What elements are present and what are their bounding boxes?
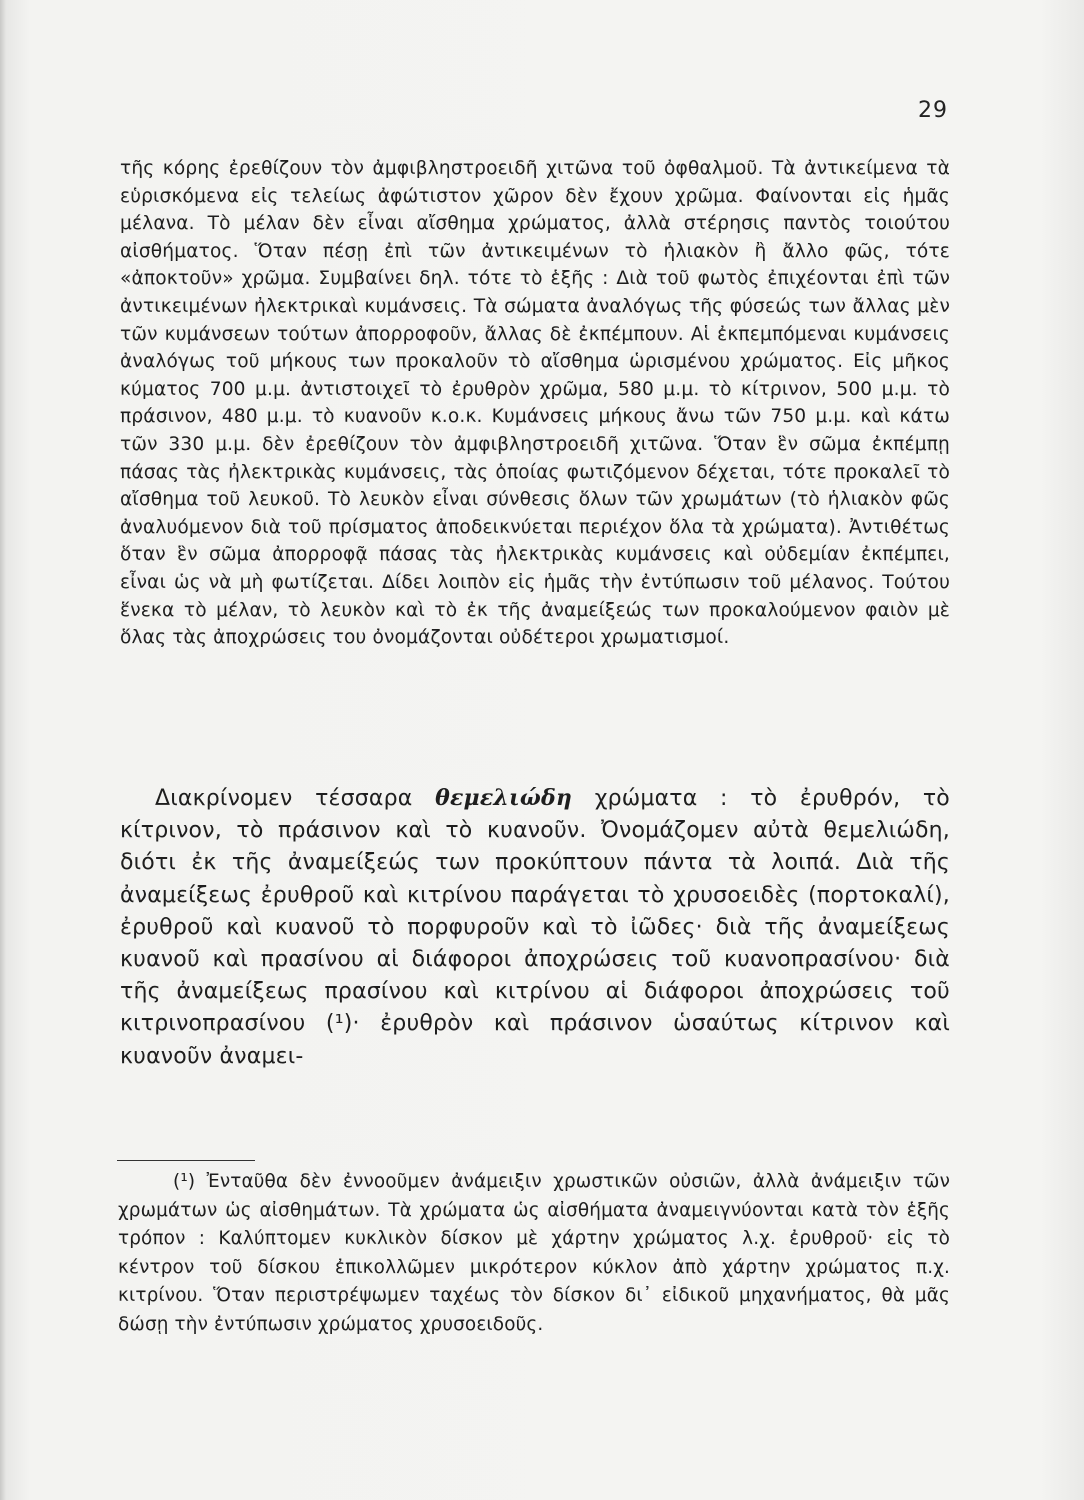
footnote xyxy=(118,1168,950,1340)
body-paragraph-2 xyxy=(120,782,950,1073)
paragraph-2-lead: Διακρίνομεν τέσσαρα xyxy=(155,786,413,811)
scan-edge-shadow xyxy=(0,0,6,1500)
emphasized-term: θεμελιώδη xyxy=(435,785,573,811)
page-number: 29 xyxy=(918,98,948,123)
footnote-text: (¹) Ἐνταῦθα δὲν ἐννοοῦμεν ἀνάμειξιν χρωστικῶν οὐσιῶν, ἀλλὰ ἀνάμειξιν τῶν χρωμάτων ὡς αἰσθημάτων. Τὰ χρώματα ὡς αἰσθήματα ἀναμειγνύονται κατὰ τὸν ἑξῆς τρόπον : Καλύπτομεν κυκλικὸν δίσκον μὲ χάρτην χρώματος λ.χ. ἐρυθροῦ· εἰς τὸ κέντρον τοῦ δίσκου ἐπικολλῶμεν μικρότερον κύκλον ἀπὸ χάρτην χρώματος π.χ. κιτρίνου. Ὅταν περιστρέψωμεν ταχέως τὸν δίσκον δι᾽ εἰδικοῦ μηχανήματος, θὰ μᾶς δώσῃ τὴν ἐντύπωσιν χρώματος χρυσοειδοῦς. xyxy=(118,1171,950,1335)
body-paragraph-1: τῆς κόρης ἐρεθίζουν τὸν ἀμφιβληστροειδῆ χιτῶνα τοῦ ὀφθαλμοῦ. Τὰ ἀντικείμενα τὰ εὑρισκόμενα εἰς τελείως ἀφώτιστον χῶρον δὲν ἔχουν χρῶμα. Φαίνονται εἰς ἡμᾶς μέλανα. Τὸ μέλαν δὲν εἶναι αἴσθημα χρώματος, ἀλλὰ στέρησις παντὸς τοιούτου αἰσθήματος. Ὅταν πέσῃ ἐπὶ τῶν ἀντικειμένων τὸ ἡλιακὸν ἢ ἄλλο φῶς, τότε «ἀποκτοῦν» χρῶμα. Συμβαίνει δηλ. τότε τὸ ἑξῆς : Διὰ τοῦ φωτὸς ἐπιχέονται ἐπὶ τῶν ἀντικειμένων ἠλεκτρικαὶ κυμάνσεις. Τὰ σώματα ἀναλόγως τῆς φύσεώς των ἄλλας μὲν τῶν κυμάνσεων τούτων ἀπορροφοῦν, ἄλλας δὲ ἐκπέμπουν. Αἱ ἐκπεμπόμεναι κυμάνσεις ἀναλόγως τοῦ μήκους των προκαλοῦν τὸ αἴσθημα ὡρισμένου χρώματος. Εἰς μῆκος κύματος 700 μ.μ. ἀντιστοιχεῖ τὸ ἐρυθρὸν χρῶμα, 580 μ.μ. τὸ κίτρινον, 500 μ.μ. τὸ πράσινον, 480 μ.μ. τὸ κυανοῦν κ.ο.κ. Κυμάνσεις μήκους ἄνω τῶν 750 μ.μ. καὶ κάτω τῶν 330 μ.μ. δὲν ἐρεθίζουν τὸν ἀμφιβληστροειδῆ χιτῶνα. Ὅταν ἓν σῶμα ἐκπέμπῃ πάσας τὰς ἠλεκτρικὰς κυμάνσεις, τὰς ὁποίας φωτιζόμενον δέχεται, τότε προκαλεῖ τὸ αἴσθημα τοῦ λευκοῦ. Τὸ λευκὸν εἶναι σύνθεσις ὅλων τῶν χρωμάτων (τὸ ἡλιακὸν φῶς ἀναλυόμενον διὰ τοῦ πρίσματος ἀποδεικνύεται περιέχον ὅλα τὰ χρώματα). Ἀντιθέτως ὅταν ἓν σῶμα ἀπορροφᾷ πάσας τὰς ἠλεκτρικὰς κυμάνσεις καὶ οὐδεμίαν ἐκπέμπει, εἶναι ὡς νὰ μὴ φωτίζεται. Δίδει λοιπὸν εἰς ἡμᾶς τὴν ἐντύπωσιν τοῦ μέλανος. Τούτου ἕνεκα τὸ μέλαν, τὸ λευκὸν καὶ τὸ ἐκ τῆς ἀναμείξεώς των προκαλούμενον φαιὸν μὲ ὅλας τὰς ἀποχρώσεις του ὀνομάζονται οὐδέτεροι χρωματισμοί. xyxy=(120,158,950,649)
paragraph-2-rest: χρώματα : τὸ ἐρυθρόν, τὸ κίτρινον, τὸ πράσινον καὶ τὸ κυανοῦν. Ὀνομάζομεν αὐτὰ θεμελιώδη, διότι ἐκ τῆς ἀναμείξεώς των προκύπτουν πάντα τὰ λοιπά. Διὰ τῆς ἀναμείξεως ἐρυθροῦ καὶ κιτρίνου παράγεται τὸ χρυσοειδὲς (πορτοκαλί), ἐρυθροῦ καὶ κυανοῦ τὸ πορφυροῦν καὶ τὸ ἰῶδες· διὰ τῆς ἀναμείξεως κυανοῦ καὶ πρασίνου αἱ διάφοροι ἀποχρώσεις τοῦ κυανοπρασίνου· διὰ τῆς ἀναμείξεως πρασίνου καὶ κιτρίνου αἱ διάφοροι ἀποχρώσεις τοῦ κιτρινοπρασίνου (¹)· ἐρυθρὸν καὶ πράσινον ὡσαύτως κίτρινον καὶ κυανοῦν ἀναμει- xyxy=(120,786,950,1069)
footnote-divider xyxy=(117,1160,255,1161)
